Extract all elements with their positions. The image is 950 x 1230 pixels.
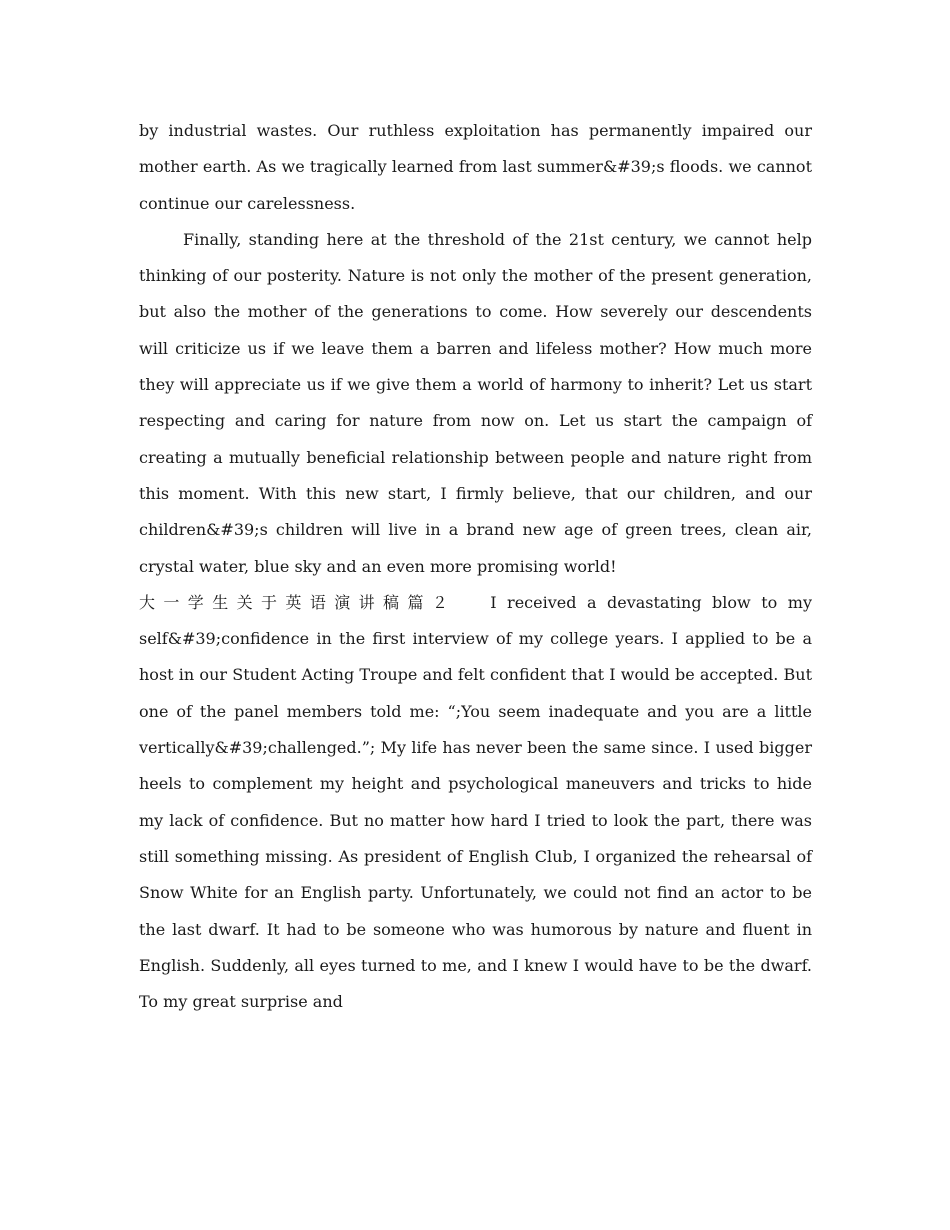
paragraph-1 [139,113,812,222]
section-heading: 大一学生关于英语演讲稿篇２ [139,592,457,612]
paragraph-3 [139,585,812,1021]
paragraph-text: by industrial wastes. Our ruthless exploitation has permanently impaired our mother earth. As we tragically learned from last summer&#39;s floods. we cannot continue our carelessness. [139,121,812,213]
paragraph-text: Finally, standing here at the threshold of the 21st century, we cannot help thinking of our posterity. Nature is not only the mother of the present generation, but also the mother of the generations to come. How severely our descendents will criticize us if we leave them a barren and lifeless mother? How much more they will appreciate us if we give them a world of harmony to inherit? Let us start respecting and caring for nature from now on. Let us start the campaign of creating a mutually beneficial relationship between people and nature right from this moment. With this new start, I firmly believe, that our children, and our children&#39;s children will live in a brand new age of green trees, clean air, crystal water, blue sky and an even more promising world! [139,229,812,576]
paragraph-text: I received a devastating blow to my self&#39;confidence in the first interview of my college years. I applied to be a host in our Student Acting Troupe and felt confident that I would be accepted. But one of the panel members told me: “;You seem inadequate and you are a little vertically&#39;challenged.”; My life has never been the same since. I used bigger heels to complement my height and psychological maneuvers and tricks to hide my lack of confidence. But no matter how hard I tried to look the part, there was still something missing. As president of English Club, I organized the rehearsal of Snow White for an English party. Unfortunately, we could not find an actor to be the last dwarf. It had to be someone who was humorous by nature and fluent in English. Suddenly, all eyes turned to me, and I knew I would have to be the dwarf. To my great surprise and [139,592,812,1012]
paragraph-2 [139,222,812,585]
document-page [139,113,812,1020]
